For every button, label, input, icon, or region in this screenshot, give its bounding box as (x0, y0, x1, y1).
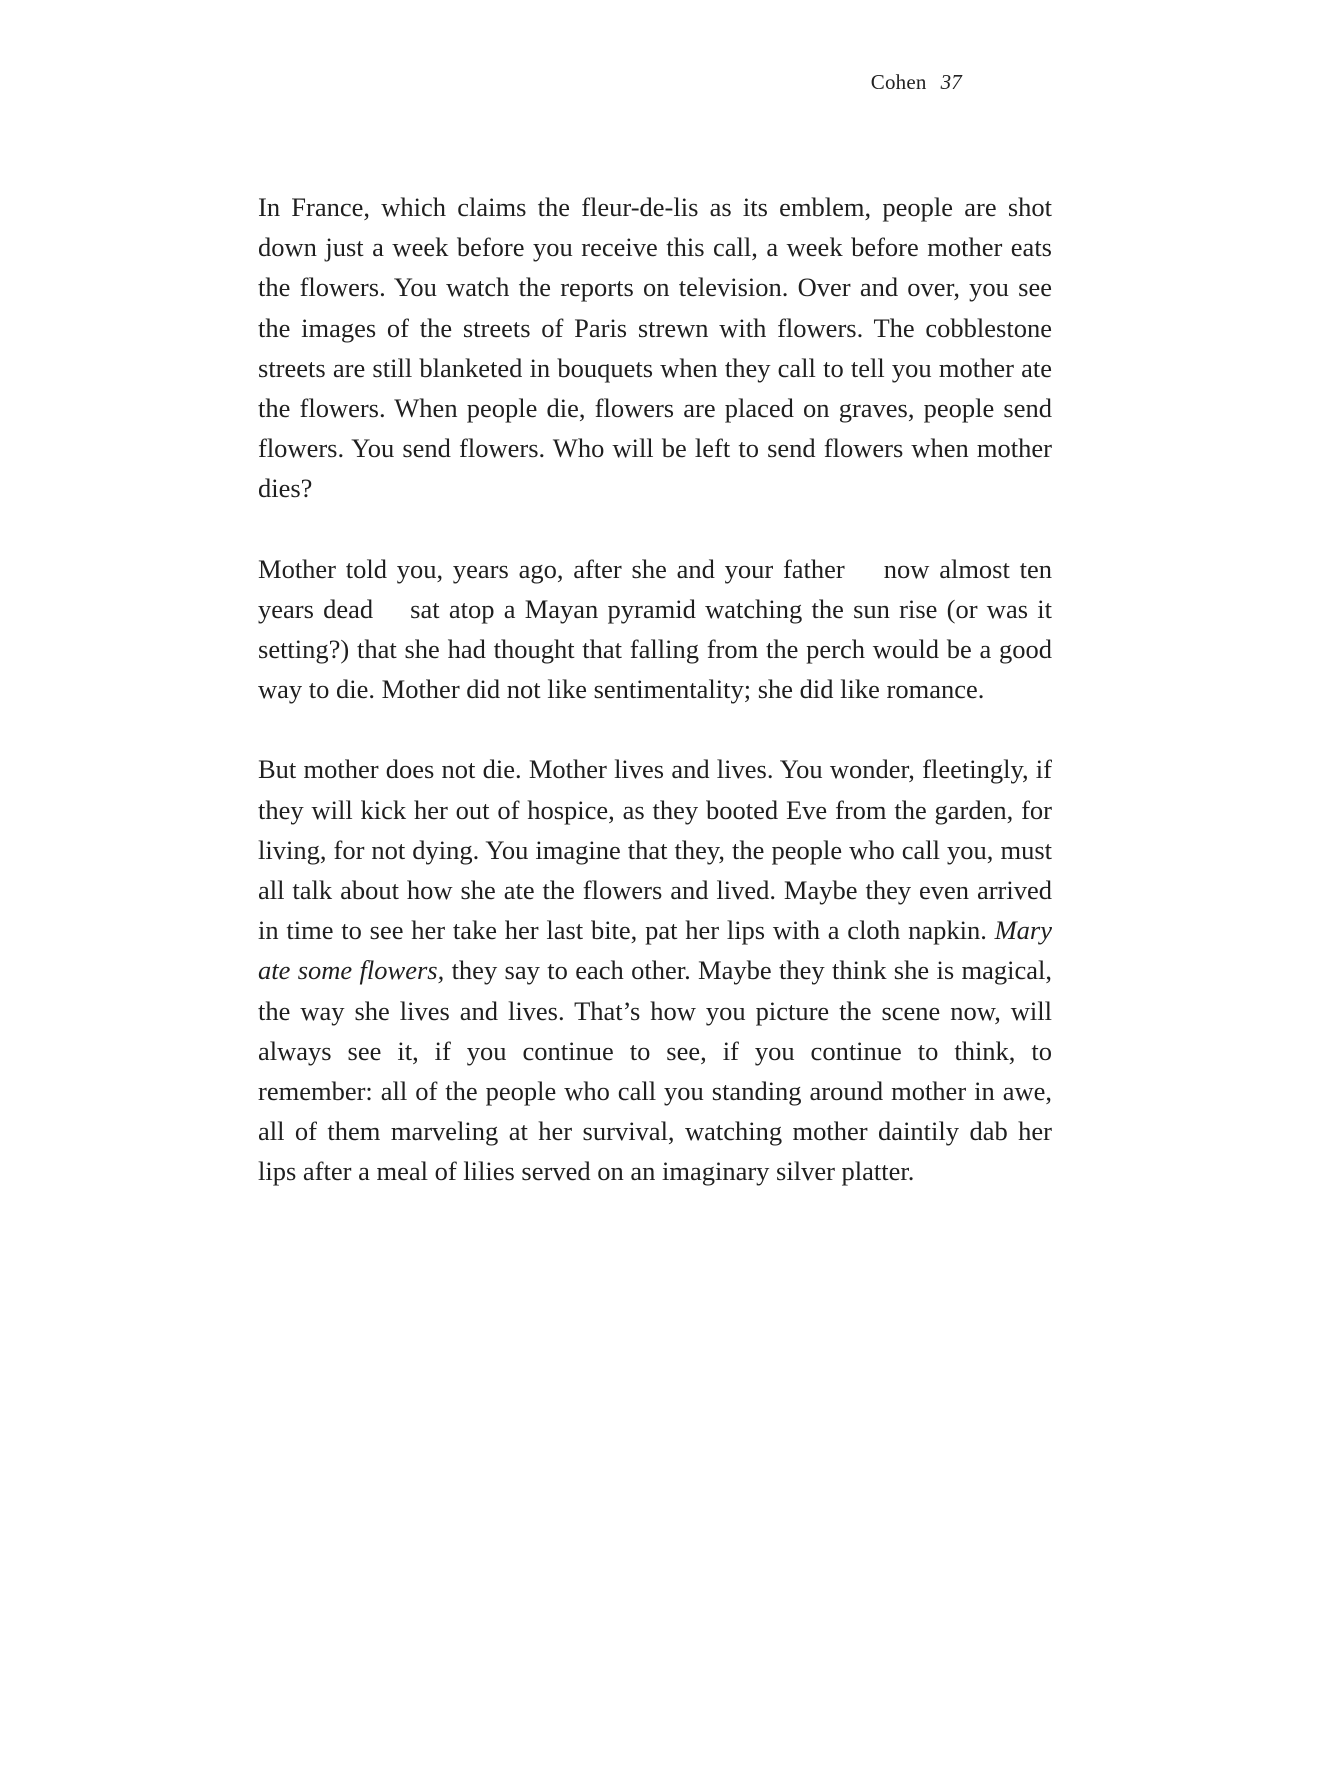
body-text (258, 187, 1059, 1232)
paragraph-2-text: Mother told you, years ago, after she and your father now almost ten years dead sat atop a Mayan pyramid watching the sun rise (or was it setting?) that she had thought that falling from the perch would be a good way to die. Mother did not like sentimentality; she did like romance. (258, 553, 1059, 705)
paragraph-3-italic-quote: Mary ate some flowers, (258, 915, 1052, 986)
paragraph-3 (258, 749, 1052, 1191)
paragraph-3-text-before: But mother does not die. Mother lives and lives. You wonder, fleetingly, if they will kick her out of hospice, as they booted Eve from the garden, for living, for not dying. You imagine that they, the people who call you, must all talk about how she ate the flowers and lived. Maybe they even arrived in time to see her take her last bite, pat her lips with a cloth napkin. (258, 754, 1052, 946)
paragraph-1: In France, which claims the fleur-de-lis as its emblem, people are shot down just a week before you receive this call, a week before mother eats the flowers. You watch the reports on television. Over and over, you see the images of the streets of Paris strewn with flowers. The cobblestone streets are still blanketed in bouquets when they call to tell you mother ate the flowers. When people die, flowers are placed on graves, people send flowers. You send flowers. Who will be left to send flowers when mother dies? (258, 192, 1052, 504)
paragraph-3-text-after: they say to each other. Maybe they think she is magical, the way she lives and lives. That’s how you picture the scene now, will always see it, if you continue to see, if you continue to think, to remember: all of the people who call you standing around mother in awe, all of them marveling at her survival, watching mother daintily dab her lips after a meal of lilies served on an imaginary silver platter. (258, 955, 1053, 1187)
page-number: 37 (940, 70, 962, 94)
running-header (871, 70, 962, 95)
paragraph-2 (258, 549, 1059, 710)
header-author: Cohen (870, 70, 927, 94)
